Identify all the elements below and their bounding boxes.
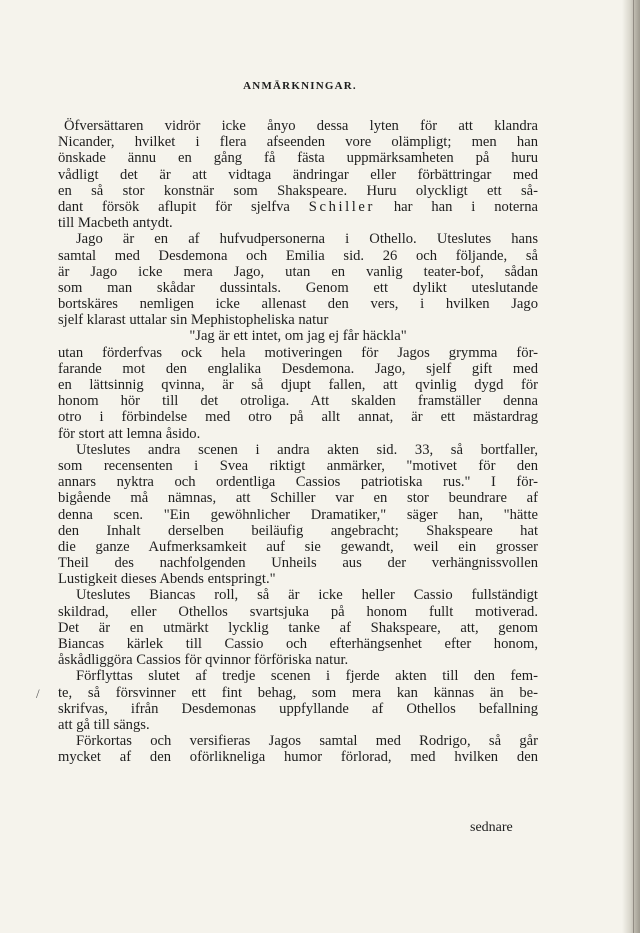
text-line: till Macbeth antydt. bbox=[58, 215, 173, 232]
text-line: bigående må nämnas, att Schiller var en stor beundrare af bbox=[58, 490, 538, 507]
line-end: har han i noterna bbox=[393, 198, 538, 215]
text-line: Det är en utmärkt lycklig tanke af Shakspeare, att, genom bbox=[58, 619, 538, 636]
text-line: te, så försvinner ett fint behag, som mera kan kännas än be- bbox=[58, 684, 538, 701]
text-line-with-spaced-name bbox=[58, 199, 538, 215]
text-line: är Jago icke mera Jago, utan en vanlig teater-bof, sådan bbox=[58, 263, 538, 280]
page-edge-shadow bbox=[622, 0, 640, 933]
text-line: en så stor konstnär som Shakspeare. Huru olyckligt ett så- bbox=[58, 182, 538, 199]
text-line: otro i förbindelse med otro på allt annat, är ett mästardrag bbox=[58, 409, 538, 426]
text-line: Förkortas och versifieras Jagos samtal med Rodrigo, så går bbox=[76, 733, 538, 750]
text-line: åskådliggöra Cassios för qvinnor förföriska natur. bbox=[58, 652, 349, 669]
text-line: som recensenten i Svea riktigt anmärker, "motivet för den bbox=[58, 457, 538, 474]
text-line: bortskäres nemligen icke allenast den vers, i hvilken Jago bbox=[58, 296, 538, 313]
text-line: farande mot den englalika Desdemona. Jago, sjelf gift med bbox=[58, 360, 538, 377]
body-text bbox=[58, 118, 538, 766]
text-line: Uteslutes andra scenen i andra akten sid. 33, så bortfaller, bbox=[76, 441, 538, 458]
catchword: sednare bbox=[470, 820, 513, 835]
text-line: skildrad, eller Othellos svartsjuka på honom fullt motiverad. bbox=[58, 603, 538, 620]
text-line: Uteslutes Biancas roll, så är icke heller Cassio fullständigt bbox=[76, 587, 538, 604]
text-line: mycket af den oförlikneliga humor förlorad, med hvilken den bbox=[58, 749, 538, 766]
text-line: vådligt det är att vidtaga ändringar eller förbättringar med bbox=[58, 166, 538, 183]
spaced-name-schiller: Schiller bbox=[308, 198, 375, 215]
page-edge-line bbox=[633, 0, 634, 933]
text-line: Öfversättaren vidrör icke ånyo dessa lyten för att klandra bbox=[64, 118, 538, 134]
margin-pencil-mark: / bbox=[36, 686, 40, 701]
text-line: denna scen. "Ein gewöhnlicher Dramatiker," säger han, "hätte bbox=[58, 506, 538, 523]
text-line: för stort att lemna åsido. bbox=[58, 425, 201, 442]
text-line: honom hör till det otroliga. Att skalden framställer denna bbox=[58, 393, 538, 410]
text-line: Biancas kärlek till Cassio och efterhängsenhet efter honom, bbox=[58, 636, 538, 652]
text-line: Jago är en af hufvudpersonerna i Othello. Uteslutes hans bbox=[76, 231, 538, 248]
text-line: den Inhalt derselben beiläufig angebracht; Shakspeare hat bbox=[58, 522, 538, 539]
quote-line: "Jag är ett intet, om jag ej får häckla" bbox=[189, 328, 407, 345]
text-line: utan förderfvas ock hela motiveringen för Jagos grymma för- bbox=[58, 344, 538, 361]
text-line: som man skådar dussintals. Genom ett dylikt uteslutande bbox=[58, 279, 538, 296]
line-start: dant försök aflupit för sjelfva bbox=[58, 198, 290, 215]
page-heading: ANMÄRKNINGAR. bbox=[243, 80, 357, 92]
text-line: skrifvas, ifrån Desdemonas uppfyllande af Othellos befallning bbox=[58, 700, 538, 717]
text-line: Nicander, hvilket i flera afseenden vore olämpligt; men han bbox=[58, 134, 538, 151]
text-line: Förflyttas slutet af tredje scenen i fjerde akten till den fem- bbox=[76, 668, 538, 685]
text-line: önskade ännu en gång få fästa uppmärksamheten på huru bbox=[58, 150, 538, 167]
text-line: Theil des nachfolgenden Unheils aus der verhängnissvollen bbox=[58, 555, 538, 572]
text-line: sjelf klarast uttalar sin Mephistopheliska natur bbox=[58, 312, 329, 329]
text-line: en lättsinnig qvinna, är så djupt fallen, att qvinlig dygd för bbox=[58, 377, 538, 393]
text-line: annars nyktra och ordentliga Cassios patriotiska rus." I för- bbox=[58, 474, 538, 491]
text-line: att gå till sängs. bbox=[58, 716, 150, 733]
text-line: die ganze Aufmerksamkeit auf sie gewandt, weil ein grosser bbox=[58, 538, 538, 555]
text-line: Lustigkeit dieses Abends entspringt." bbox=[58, 571, 276, 588]
text-line: samtal med Desdemona och Emilia sid. 26 och följande, så bbox=[58, 247, 538, 264]
